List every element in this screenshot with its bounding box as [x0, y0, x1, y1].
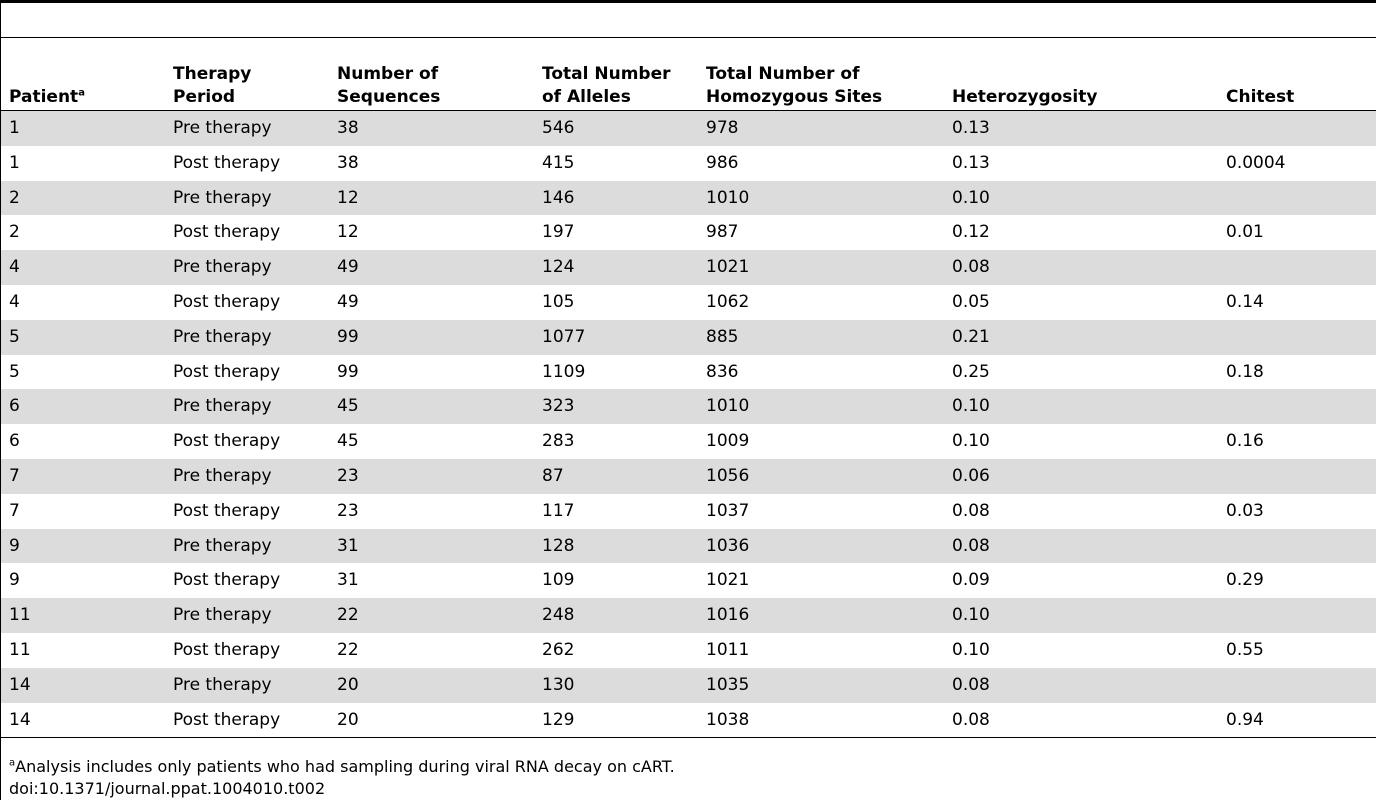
table-row — [1, 459, 1376, 494]
cell-heterozygosity: 0.08 — [944, 668, 1218, 703]
cell-therapy-period: Pre therapy — [165, 250, 329, 285]
cell-chitest: 0.16 — [1226, 431, 1264, 452]
cell-therapy-period: Post therapy — [173, 361, 281, 382]
col-header-patient-label: Patient — [9, 87, 79, 107]
cell-chitest: 0.18 — [1226, 361, 1264, 382]
cell-patient: 5 — [9, 361, 20, 382]
cell-homozygous-sites: 1062 — [706, 291, 750, 312]
cell-total-alleles: 248 — [534, 598, 698, 633]
col-header-homozygous-sites — [698, 38, 944, 111]
cell-homozygous-sites: 885 — [698, 320, 944, 355]
table-row — [1, 146, 1376, 181]
cell-homozygous-sites: 1021 — [698, 250, 944, 285]
cell-number-of-sequences: 22 — [329, 598, 534, 633]
doi-label: doi:10.1371/journal.ppat.1004010.t002 — [9, 779, 326, 798]
cell-number-of-sequences: 23 — [329, 459, 534, 494]
cell-heterozygosity: 0.10 — [944, 389, 1218, 424]
cell-total-alleles: 117 — [542, 500, 575, 521]
cell-homozygous-sites: 986 — [706, 152, 739, 173]
col-header-sequences-line1: Number of — [337, 64, 439, 84]
cell-number-of-sequences: 38 — [329, 111, 534, 146]
table-row — [1, 703, 1376, 738]
table-row — [1, 181, 1376, 216]
footnote — [9, 756, 675, 778]
cell-heterozygosity: 0.25 — [952, 361, 990, 382]
cell-therapy-period: Pre therapy — [165, 181, 329, 216]
table-row — [1, 285, 1376, 320]
cell-therapy-period: Post therapy — [173, 639, 281, 660]
cell-heterozygosity: 0.10 — [944, 598, 1218, 633]
data-table — [1, 38, 1376, 738]
col-header-therapy-period — [165, 38, 329, 111]
cell-therapy-period: Post therapy — [173, 431, 281, 452]
col-header-patient — [1, 38, 165, 111]
cell-patient: 14 — [1, 668, 165, 703]
table-row — [1, 215, 1376, 250]
col-header-homozygous-line1: Total Number of — [706, 64, 860, 84]
cell-total-alleles: 146 — [534, 181, 698, 216]
cell-total-alleles: 197 — [542, 222, 575, 243]
footnote-marker-text: a — [9, 757, 16, 769]
cell-heterozygosity: 0.08 — [944, 250, 1218, 285]
cell-heterozygosity: 0.10 — [944, 181, 1218, 216]
cell-total-alleles: 323 — [534, 389, 698, 424]
cell-chitest: 0.29 — [1226, 570, 1264, 591]
cell-therapy-period: Pre therapy — [165, 459, 329, 494]
cell-therapy-period: Post therapy — [173, 709, 281, 730]
cell-homozygous-sites: 836 — [706, 361, 739, 382]
col-header-alleles-line1: Total Number — [542, 64, 671, 84]
cell-chitest — [1218, 668, 1376, 703]
cell-therapy-period: Pre therapy — [165, 389, 329, 424]
footnote-marker: a — [78, 87, 85, 99]
header-row — [1, 38, 1376, 111]
top-rule — [1, 0, 1376, 3]
cell-homozygous-sites: 1010 — [698, 181, 944, 216]
cell-number-of-sequences: 99 — [337, 361, 359, 382]
cell-number-of-sequences: 12 — [329, 181, 534, 216]
cell-homozygous-sites: 1016 — [698, 598, 944, 633]
cell-therapy-period: Post therapy — [173, 500, 281, 521]
cell-therapy-period: Post therapy — [173, 291, 281, 312]
cell-chitest — [1218, 250, 1376, 285]
cell-number-of-sequences: 99 — [329, 320, 534, 355]
cell-homozygous-sites: 1037 — [706, 500, 750, 521]
cell-homozygous-sites: 1038 — [706, 709, 750, 730]
table-row — [1, 111, 1376, 146]
cell-chitest: 0.01 — [1226, 222, 1264, 243]
cell-patient: 1 — [9, 152, 20, 173]
table-row — [1, 424, 1376, 459]
table-row — [1, 563, 1376, 598]
cell-total-alleles: 262 — [542, 639, 575, 660]
col-header-heterozygosity: Heterozygosity — [952, 87, 1098, 107]
cell-chitest — [1218, 529, 1376, 564]
cell-chitest — [1218, 181, 1376, 216]
cell-patient: 14 — [9, 709, 31, 730]
cell-number-of-sequences: 22 — [337, 639, 359, 660]
cell-total-alleles: 109 — [542, 570, 575, 591]
cell-heterozygosity: 0.06 — [944, 459, 1218, 494]
cell-patient: 11 — [1, 598, 165, 633]
cell-number-of-sequences: 45 — [329, 389, 534, 424]
cell-therapy-period: Pre therapy — [165, 111, 329, 146]
cell-heterozygosity: 0.10 — [952, 431, 990, 452]
cell-number-of-sequences: 45 — [337, 431, 359, 452]
cell-number-of-sequences: 38 — [337, 152, 359, 173]
col-header-therapy-period-line1: Therapy — [173, 64, 252, 84]
col-header-chitest: Chitest — [1226, 87, 1295, 107]
cell-heterozygosity: 0.05 — [952, 291, 990, 312]
cell-heterozygosity: 0.13 — [952, 152, 990, 173]
cell-patient: 7 — [9, 500, 20, 521]
table-row — [1, 320, 1376, 355]
cell-homozygous-sites: 1036 — [698, 529, 944, 564]
cell-number-of-sequences: 31 — [329, 529, 534, 564]
cell-total-alleles: 128 — [534, 529, 698, 564]
cell-therapy-period: Pre therapy — [165, 529, 329, 564]
cell-patient: 9 — [9, 570, 20, 591]
cell-heterozygosity: 0.09 — [952, 570, 990, 591]
cell-patient: 6 — [9, 431, 20, 452]
col-header-number-of-sequences — [329, 38, 534, 111]
cell-number-of-sequences: 31 — [337, 570, 359, 591]
cell-chitest — [1218, 459, 1376, 494]
cell-total-alleles: 415 — [542, 152, 575, 173]
cell-patient: 1 — [1, 111, 165, 146]
cell-total-alleles: 1109 — [542, 361, 586, 382]
table-row — [1, 389, 1376, 424]
cell-total-alleles: 87 — [534, 459, 698, 494]
cell-chitest — [1218, 389, 1376, 424]
cell-homozygous-sites: 1035 — [698, 668, 944, 703]
cell-patient: 9 — [1, 529, 165, 564]
cell-total-alleles: 283 — [542, 431, 575, 452]
col-header-sequences-line2: Sequences — [337, 87, 441, 107]
col-header-total-alleles — [534, 38, 698, 111]
cell-heterozygosity: 0.08 — [952, 709, 990, 730]
cell-therapy-period: Post therapy — [173, 152, 281, 173]
table-row — [1, 633, 1376, 668]
cell-homozygous-sites: 978 — [698, 111, 944, 146]
cell-therapy-period: Pre therapy — [165, 320, 329, 355]
cell-heterozygosity: 0.10 — [952, 639, 990, 660]
table-row — [1, 529, 1376, 564]
cell-homozygous-sites: 1056 — [698, 459, 944, 494]
cell-number-of-sequences: 20 — [329, 668, 534, 703]
footnote-text: Analysis includes only patients who had sampling during viral RNA decay on cART. — [15, 757, 675, 776]
table-row — [1, 598, 1376, 633]
cell-chitest: 0.0004 — [1226, 152, 1286, 173]
cell-patient: 4 — [9, 291, 20, 312]
col-header-alleles-line2: of Alleles — [542, 87, 631, 107]
cell-heterozygosity: 0.12 — [952, 222, 990, 243]
cell-patient: 2 — [1, 181, 165, 216]
cell-homozygous-sites: 1010 — [698, 389, 944, 424]
cell-homozygous-sites: 1021 — [706, 570, 750, 591]
cell-number-of-sequences: 49 — [329, 250, 534, 285]
cell-therapy-period: Post therapy — [173, 222, 281, 243]
cell-chitest: 0.94 — [1226, 709, 1264, 730]
cell-patient: 2 — [9, 222, 20, 243]
cell-heterozygosity: 0.13 — [944, 111, 1218, 146]
cell-number-of-sequences: 49 — [337, 291, 359, 312]
col-header-homozygous-line2: Homozygous Sites — [706, 87, 883, 107]
table-row — [1, 355, 1376, 390]
col-header-therapy-period-line2: Period — [173, 87, 236, 107]
cell-total-alleles: 546 — [534, 111, 698, 146]
table-row — [1, 494, 1376, 529]
cell-total-alleles: 124 — [534, 250, 698, 285]
cell-chitest — [1218, 111, 1376, 146]
cell-patient: 7 — [1, 459, 165, 494]
table-body — [1, 111, 1376, 738]
cell-therapy-period: Pre therapy — [165, 598, 329, 633]
cell-therapy-period: Post therapy — [173, 570, 281, 591]
cell-chitest: 0.55 — [1226, 639, 1264, 660]
cell-homozygous-sites: 1011 — [706, 639, 750, 660]
cell-patient: 4 — [1, 250, 165, 285]
cell-number-of-sequences: 20 — [337, 709, 359, 730]
cell-heterozygosity: 0.21 — [944, 320, 1218, 355]
cell-homozygous-sites: 987 — [706, 222, 739, 243]
cell-therapy-period: Pre therapy — [165, 668, 329, 703]
cell-number-of-sequences: 12 — [337, 222, 359, 243]
cell-number-of-sequences: 23 — [337, 500, 359, 521]
cell-patient: 11 — [9, 639, 31, 660]
cell-patient: 6 — [1, 389, 165, 424]
cell-heterozygosity: 0.08 — [952, 500, 990, 521]
cell-chitest: 0.14 — [1226, 291, 1264, 312]
cell-total-alleles: 129 — [542, 709, 575, 730]
cell-patient: 5 — [1, 320, 165, 355]
cell-homozygous-sites: 1009 — [706, 431, 750, 452]
cell-chitest: 0.03 — [1226, 500, 1264, 521]
cell-chitest — [1218, 320, 1376, 355]
table-row — [1, 668, 1376, 703]
cell-total-alleles: 130 — [534, 668, 698, 703]
table-row — [1, 250, 1376, 285]
cell-total-alleles: 1077 — [534, 320, 698, 355]
cell-chitest — [1218, 598, 1376, 633]
cell-total-alleles: 105 — [542, 291, 575, 312]
cell-heterozygosity: 0.08 — [944, 529, 1218, 564]
